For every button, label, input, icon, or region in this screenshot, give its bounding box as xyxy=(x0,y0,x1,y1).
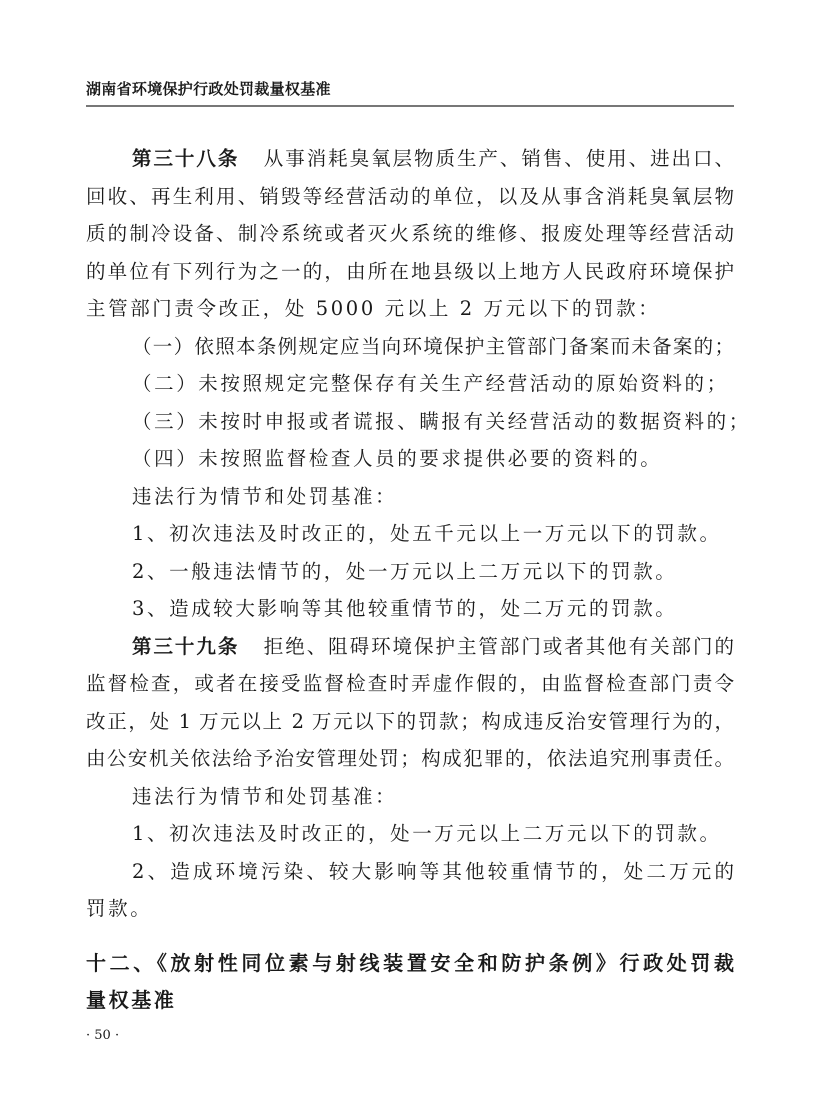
document-body xyxy=(86,140,751,1020)
article-38-item: （四）未按照监督检查人员的要求提供必要的资料的。 xyxy=(132,447,663,470)
article-38-item: （二）未按照规定完整保存有关生产经营活动的原始资料的； xyxy=(132,372,729,395)
standard-item: 3、造成较大影响等其他较重情节的，处二万元的罚款。 xyxy=(132,597,678,620)
article-38-line: 第三十八条 从事消耗臭氧层物质生产、销售、使用、进出口、 xyxy=(132,147,734,170)
standard-item: 1、初次违法及时改正的，处一万元以上二万元以下的罚款。 xyxy=(132,822,722,845)
article-38-line: 质的制冷设备、制冷系统或者灭火系统的维修、报废处理等经营活动 xyxy=(86,222,734,245)
standard-item-continued: 罚款。 xyxy=(86,897,153,920)
header-rule xyxy=(86,105,734,107)
standard-item: 2、造成环境污染、较大影响等其他较重情节的，处二万元的 xyxy=(132,859,734,883)
article-39-line: 监督检查，或者在接受监督检查时弄虚作假的，由监督检查部门责令 xyxy=(86,672,734,695)
section-heading: 量权基准 xyxy=(86,988,177,1012)
article-38-line: 主管部门责令改正，处 5000 元以上 2 万元以下的罚款： xyxy=(86,297,661,320)
section-heading: 十二、《放射性同位素与射线装置安全和防护条例》行政处罚裁 xyxy=(86,950,734,975)
page-number: · 50 · xyxy=(86,1028,120,1043)
article-38-item: （一）依照本条例规定应当向环境保护主管部门备案而未备案的； xyxy=(132,334,734,358)
standard-heading: 违法行为情节和处罚基准： xyxy=(132,784,398,808)
article-39-line: 第三十九条 拒绝、阻碍环境保护主管部门或者其他有关部门的 xyxy=(132,634,734,658)
article-39-label: 第三十九条 xyxy=(132,634,240,658)
article-38-label: 第三十八条 xyxy=(132,147,240,170)
article-39-line: 由公安机关依法给予治安管理处罚；构成犯罪的，依法追究刑事责任。 xyxy=(86,747,734,770)
article-39-line: 改正，处 1 万元以上 2 万元以下的罚款；构成违反治安管理行为的， xyxy=(86,709,734,733)
standard-heading: 违法行为情节和处罚基准： xyxy=(132,484,398,508)
standard-item: 1、初次违法及时改正的，处五千元以上一万元以下的罚款。 xyxy=(132,522,722,545)
article-38-line: 回收、再生利用、销毁等经营活动的单位，以及从事含消耗臭氧层物 xyxy=(86,184,734,208)
article-38-item: （三）未按时申报或者谎报、瞒报有关经营活动的数据资料的； xyxy=(132,409,751,433)
running-header: 湖南省环境保护行政处罚裁量权基准 xyxy=(86,80,331,98)
article-38-line: 的单位有下列行为之一的，由所在地县级以上地方人民政府环境保护 xyxy=(86,259,734,283)
standard-item: 2、一般违法情节的，处一万元以上二万元以下的罚款。 xyxy=(132,559,678,583)
